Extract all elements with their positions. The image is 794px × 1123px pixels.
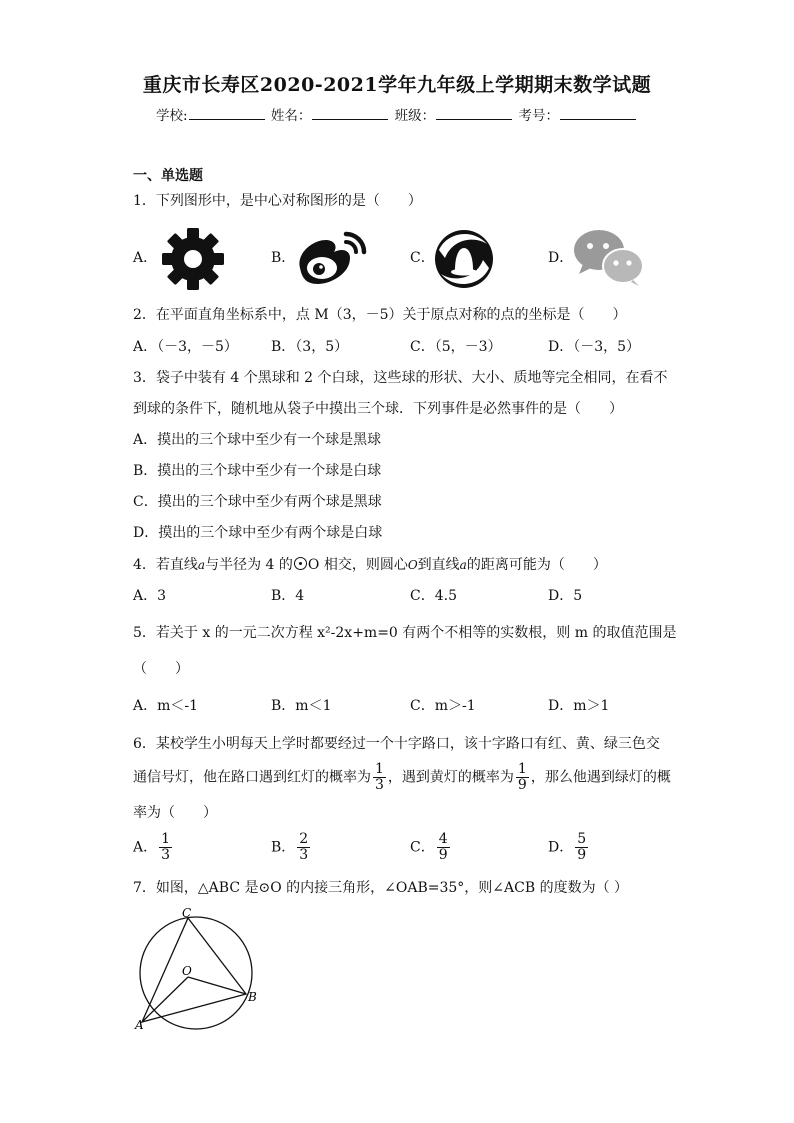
qq-penguin-icon: [433, 228, 495, 290]
fraction-numerator: 1: [375, 761, 384, 777]
q5-option-a: A．m＜-1: [133, 698, 199, 714]
school-blank[interactable]: [189, 106, 265, 120]
question-3-line-2: 到球的条件下，随机地从袋子中摸出三个球．下列事件是必然事件的是（ ）: [133, 401, 623, 417]
option-label: A．: [133, 839, 158, 856]
q2-option-d: D．（－3，5）: [548, 339, 641, 355]
q4-var-a: a: [197, 558, 206, 572]
question-2: 2．在平面直角坐标系中，点 M（3，－5）关于原点对称的点的坐标是（ ）: [133, 307, 627, 323]
q4-var-o: O: [407, 558, 418, 572]
class-blank[interactable]: [436, 106, 512, 120]
fraction-denominator: 3: [161, 847, 171, 863]
fraction-denominator: 9: [577, 847, 587, 863]
gear-icon: [160, 226, 226, 292]
q1-option-d: D．: [548, 250, 574, 266]
circle-triangle-diagram: [128, 905, 268, 1035]
q4-part-3: O 相交，则圆心: [307, 557, 408, 573]
weibo-icon: [294, 228, 372, 290]
label-b: B: [248, 990, 257, 1004]
question-6-line-2: [133, 762, 671, 793]
q5-option-d: D．m＞1: [548, 698, 610, 714]
q4-option-c: C．4.5: [410, 588, 457, 604]
q4-option-b: B．4: [271, 588, 305, 604]
number-blank[interactable]: [560, 106, 636, 120]
option-fraction: [297, 832, 310, 863]
fraction-denominator: 3: [375, 777, 384, 793]
q1-option-a: A．: [133, 250, 158, 266]
q6-text-b: ，遇到黄灯的概率为: [387, 769, 514, 786]
page-title: 重庆市长寿区2020-2021学年九年级上学期期末数学试题: [142, 74, 652, 96]
q2-option-c: C．（5，－3）: [410, 339, 502, 355]
q6-text-c: ，那么他遇到绿灯的概: [530, 769, 671, 786]
fraction-numerator: 1: [517, 761, 527, 777]
q6-option-b: [271, 832, 312, 863]
label-o: O: [182, 964, 192, 978]
circumcircle: [140, 917, 252, 1029]
yellow-light-fraction: [516, 762, 529, 793]
question-6-line-1: 6．某校学生小明每天上学时都要经过一个十字路口，该十字路口有红、黄、绿三色交: [133, 736, 660, 752]
fraction-numerator: 4: [438, 831, 448, 847]
q3-option-a: A．摸出的三个球中至少有一个球是黑球: [133, 432, 382, 448]
q1-option-c: C．: [410, 250, 435, 266]
q4-option-d: D．5: [548, 588, 583, 604]
option-label: D．: [548, 839, 574, 856]
q6-option-c: [410, 832, 452, 863]
q3-option-c: C．摸出的三个球中至少有两个球是黑球: [133, 494, 382, 510]
section-heading: 一、单选题: [133, 168, 203, 184]
q4-option-a: A．3: [133, 588, 167, 604]
number-label: 考号：: [518, 108, 559, 124]
option-fraction: [575, 832, 588, 863]
fraction-numerator: 1: [161, 831, 171, 847]
q5-option-c: C．m＞-1: [410, 698, 476, 714]
q6-option-d: [548, 832, 590, 863]
question-1: 1．下列图形中，是中心对称图形的是（ ）: [133, 193, 422, 209]
question-5-line-1: 5．若关于 x 的一元二次方程 x²-2x+m=0 有两个不相等的实数根，则 m 的取值范围是: [133, 625, 677, 641]
label-c: C: [182, 906, 192, 920]
question-6-line-3: 率为（ ）: [133, 805, 217, 821]
segment-ob: [188, 977, 246, 994]
option-fraction: [437, 832, 450, 863]
q6-option-a: [133, 832, 174, 863]
q4-part-1: 4．若直线: [133, 557, 198, 573]
q3-option-d: D．摸出的三个球中至少有两个球是白球: [133, 525, 383, 541]
red-light-fraction: [373, 762, 386, 793]
q4-part-5: 的距离可能为（ ）: [466, 557, 607, 573]
question-3-line-1: 3．袋子中装有 4 个黑球和 2 个白球，这些球的形状、大小、质地等完全相同，在看不: [133, 370, 668, 386]
class-label: 班级：: [394, 108, 436, 124]
label-a: A: [135, 1018, 144, 1032]
q2-option-b: B．（3，5）: [271, 339, 349, 355]
q6-text-a: 通信号灯，他在路口遇到红灯的概率为: [133, 769, 371, 786]
school-label: 学校:: [156, 108, 188, 124]
option-fraction: [159, 832, 172, 863]
name-blank[interactable]: [312, 106, 388, 120]
fraction-denominator: 3: [299, 847, 309, 863]
fraction-denominator: 9: [438, 847, 448, 863]
fraction-denominator: 9: [517, 777, 527, 793]
option-label: B．: [271, 839, 296, 856]
option-label: C．: [410, 839, 435, 856]
question-4: [133, 555, 607, 575]
q4-part-2: 与半径为 4 的: [205, 557, 293, 573]
q4-var-a-2: a: [459, 558, 467, 572]
q5-option-b: B．m＜1: [271, 698, 332, 714]
question-7: 7．如图，△ABC 是⊙O 的内接三角形，∠OAB=35°，则∠ACB 的度数为（ ）: [133, 880, 629, 896]
q3-option-b: B．摸出的三个球中至少有一个球是白球: [133, 463, 382, 479]
q4-part-4: 到直线: [417, 557, 460, 573]
name-label: 姓名：: [270, 108, 312, 124]
wechat-icon: [571, 228, 645, 288]
q2-option-a: A．（－3，－5）: [133, 339, 238, 355]
fraction-numerator: 5: [577, 831, 587, 847]
student-info-line: [0, 104, 794, 124]
question-5-line-2: （ ）: [133, 661, 189, 677]
fraction-numerator: 2: [299, 831, 309, 847]
circle-symbol-icon: [294, 557, 307, 570]
q1-option-b: B．: [271, 250, 296, 266]
